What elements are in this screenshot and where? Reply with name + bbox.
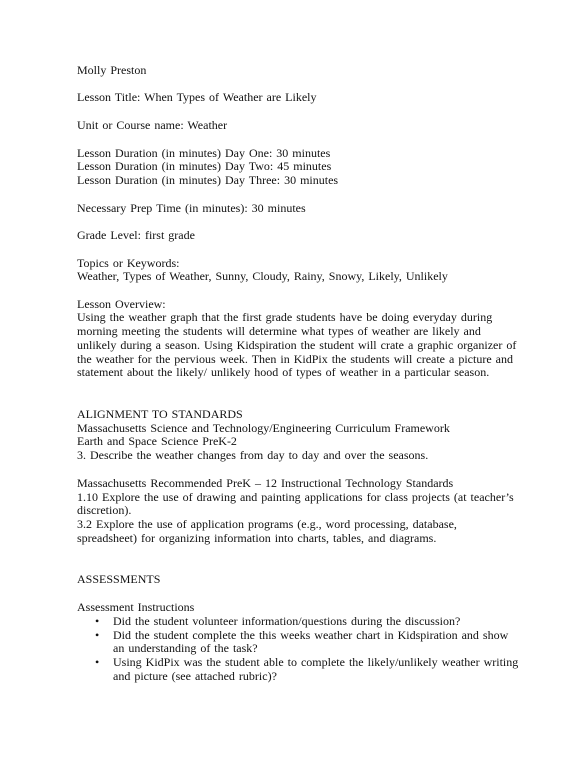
assessment-item-text: Did the student complete the this weeks weather chart in Kidspiration and show [113,628,509,642]
assessment-item-text: Using KidPix was the student able to complete the likely/unlikely weather writing [113,655,519,669]
assessment-item-text: Did the student volunteer information/questions during the discussion? [113,614,461,628]
overview-line: statement about the likely/ unlikely hood of types of weather in a particular season. [77,365,490,379]
assessment-item-text: and picture (see attached rubric)? [113,669,277,683]
alignment-line: Earth and Space Science PreK-2 [77,434,237,448]
lesson-title: Lesson Title: When Types of Weather are Likely [77,90,317,104]
duration-day-three: Lesson Duration (in minutes) Day Three: 30 minutes [77,173,339,187]
overview-line: the weather for the pervious week. Then in KidPix the students will create a picture and [77,352,513,366]
assessments-heading: ASSESSMENTS [77,572,161,586]
tech-standards-line: spreadsheet) for organizing information into charts, tables, and diagrams. [77,531,437,545]
author-name: Molly Preston [77,63,147,77]
overview-line: unlikely during a season. Using Kidspiration the student will crate a graphic organizer of [77,338,517,352]
topics-value: Weather, Types of Weather, Sunny, Cloudy, Rainy, Snowy, Likely, Unlikely [77,269,448,283]
bullet-icon: • [95,655,100,669]
topics-label: Topics or Keywords: [77,256,180,270]
duration-day-two: Lesson Duration (in minutes) Day Two: 45 minutes [77,159,332,173]
grade-level: Grade Level: first grade [77,228,195,242]
tech-standards-line: 1.10 Explore the use of drawing and painting applications for class projects (at teacher’s [77,490,514,504]
assessment-item-text: an understanding of the task? [113,641,258,655]
overview-line: Using the weather graph that the first grade students have be doing everyday during [77,310,493,324]
duration-day-one: Lesson Duration (in minutes) Day One: 30 minutes [77,146,331,160]
alignment-line: Massachusetts Science and Technology/Engineering Curriculum Framework [77,421,450,435]
prep-time: Necessary Prep Time (in minutes): 30 minutes [77,201,306,215]
overview-label: Lesson Overview: [77,297,166,311]
overview-line: morning meeting the students will determine what types of weather are likely and [77,324,481,338]
alignment-line: 3. Describe the weather changes from day to day and over the seasons. [77,448,429,462]
unit-name: Unit or Course name: Weather [77,118,228,132]
tech-standards-line: 3.2 Explore the use of application programs (e.g., word processing, database, [77,517,457,531]
bullet-icon: • [95,614,100,628]
tech-standards-line: Massachusetts Recommended PreK – 12 Instructional Technology Standards [77,476,454,490]
tech-standards-line: discretion). [77,503,132,517]
bullet-icon: • [95,628,100,642]
alignment-heading: ALIGNMENT TO STANDARDS [77,407,243,421]
assessment-instructions-label: Assessment Instructions [77,600,195,614]
